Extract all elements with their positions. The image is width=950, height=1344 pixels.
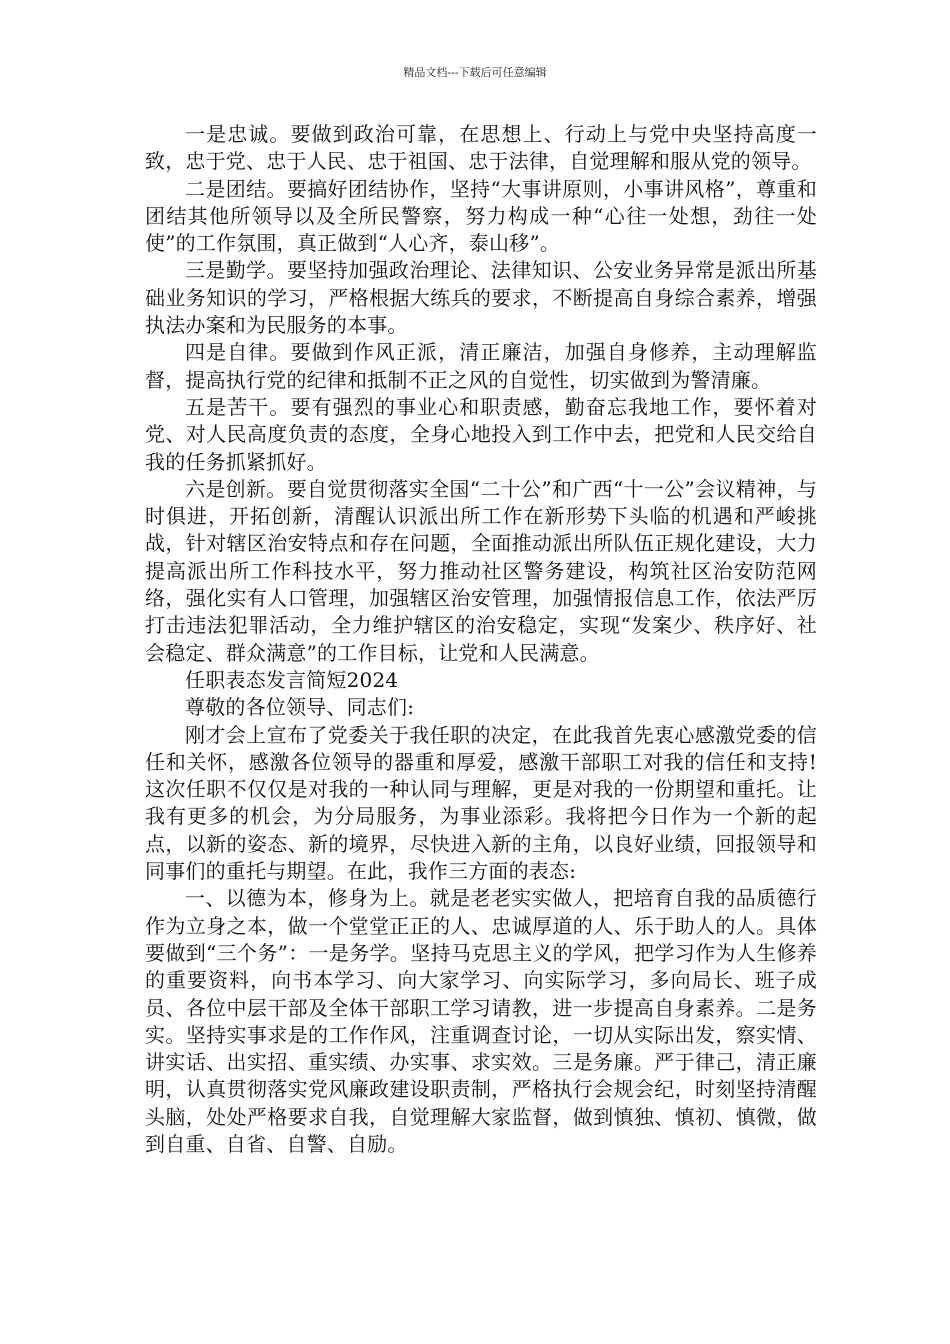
- paragraph-intro: 刚才会上宣布了党委关于我任职的决定，在此我首先衷心感激党委的信任和关怀，感激各位领导的器重和厚爱，感激干部职工对我的信任和支持!这次任职不仅仅是对我的一种认同与理解，更是对我的一份期望和重托。让我有更多的机会，为分局服务，为事业添彩。我将把今日作为一个新的起点，以新的姿态、新的境界，尽快进入新的主角，以良好业绩，回报领导和同事们的重托与期望。在此，我作三方面的表态:: [145, 722, 817, 884]
- paragraph-diligent-study: 三是勤学。要坚持加强政治理论、法律知识、公安业务异常是派出所基础业务知识的学习，严格根据大练兵的要求，不断提高自身综合素养，增强执法办案和为民服务的本事。: [145, 258, 817, 338]
- paragraph-unity: 二是团结。要搞好团结协作，坚持“大事讲原则，小事讲风格”，尊重和团结其他所领导以及全所民警察，努力构成一种“心往一处想，劲往一处使”的工作氛围，真正做到“人心齐，泰山移”。: [145, 176, 817, 256]
- salutation: 尊敬的各位领导、同志们:: [185, 695, 415, 720]
- document-body: [145, 121, 817, 1158]
- paragraph-self-discipline: 四是自律。要做到作风正派，清正廉洁，加强自身修养，主动理解监督，提高执行党的纪律和抵制不正之风的自觉性，切实做到为警清廉。: [145, 340, 817, 392]
- section-title: 任职表态发言简短2024: [185, 667, 399, 692]
- paragraph-virtue: 一、以德为本，修身为上。就是老老实实做人，把培育自我的品质德行作为立身之本，做一个堂堂正正的人、忠诚厚道的人、乐于助人的人。具体要做到“三个务”：一是务学。坚持马克思主义的学风，把学习作为人生修养的重要资料，向书本学习、向大家学习、向实际学习，多向局长、班子成员、各位中层干部及全体干部职工学习请教，进一步提高自身素养。二是务实。坚持实事求是的工作作风，注重调查讨论，一切从实际出发，察实情、讲实话、出实招、重实绩、办实事、求实效。三是务廉。严于律己，清正廉明，认真贯彻落实党风廉政建设职责制，严格执行会规会纪，时刻坚持清醒头脑，处处严格要求自我，自觉理解大家监督，做到慎独、慎初、慎微，做到自重、自省、自警、自励。: [145, 886, 817, 1156]
- paragraph-hard-work: 五是苦干。要有强烈的事业心和职责感，勤奋忘我地工作，要怀着对党、对人民高度负责的态度，全身心地投入到工作中去，把党和人民交给自我的任务抓紧抓好。: [145, 394, 817, 474]
- page-header: 精品文档---下载后可任意编辑: [403, 66, 547, 79]
- paragraph-innovation: 六是创新。要自觉贯彻落实全国“二十公”和广西“十一公”会议精神，与时俱进，开拓创新，清醒认识派出所工作在新形势下头临的机遇和严峻挑战，针对辖区治安特点和存在问题，全面推动派出所队伍正规化建设，大力提高派出所工作科技水平，努力推动社区警务建设，构筑社区治安防范网络，强化实有人口管理，加强辖区治安管理，加强情报信息工作，依法严厉打击违法犯罪活动，全力维护辖区的治安稳定，实现“发案少、秩序好、社会稳定、群众满意”的工作目标，让党和人民满意。: [145, 476, 817, 665]
- paragraph-loyalty: 一是忠诚。要做到政治可靠，在思想上、行动上与党中央坚持高度一致，忠于党、忠于人民、忠于祖国、忠于法律，自觉理解和服从党的领导。: [145, 122, 817, 174]
